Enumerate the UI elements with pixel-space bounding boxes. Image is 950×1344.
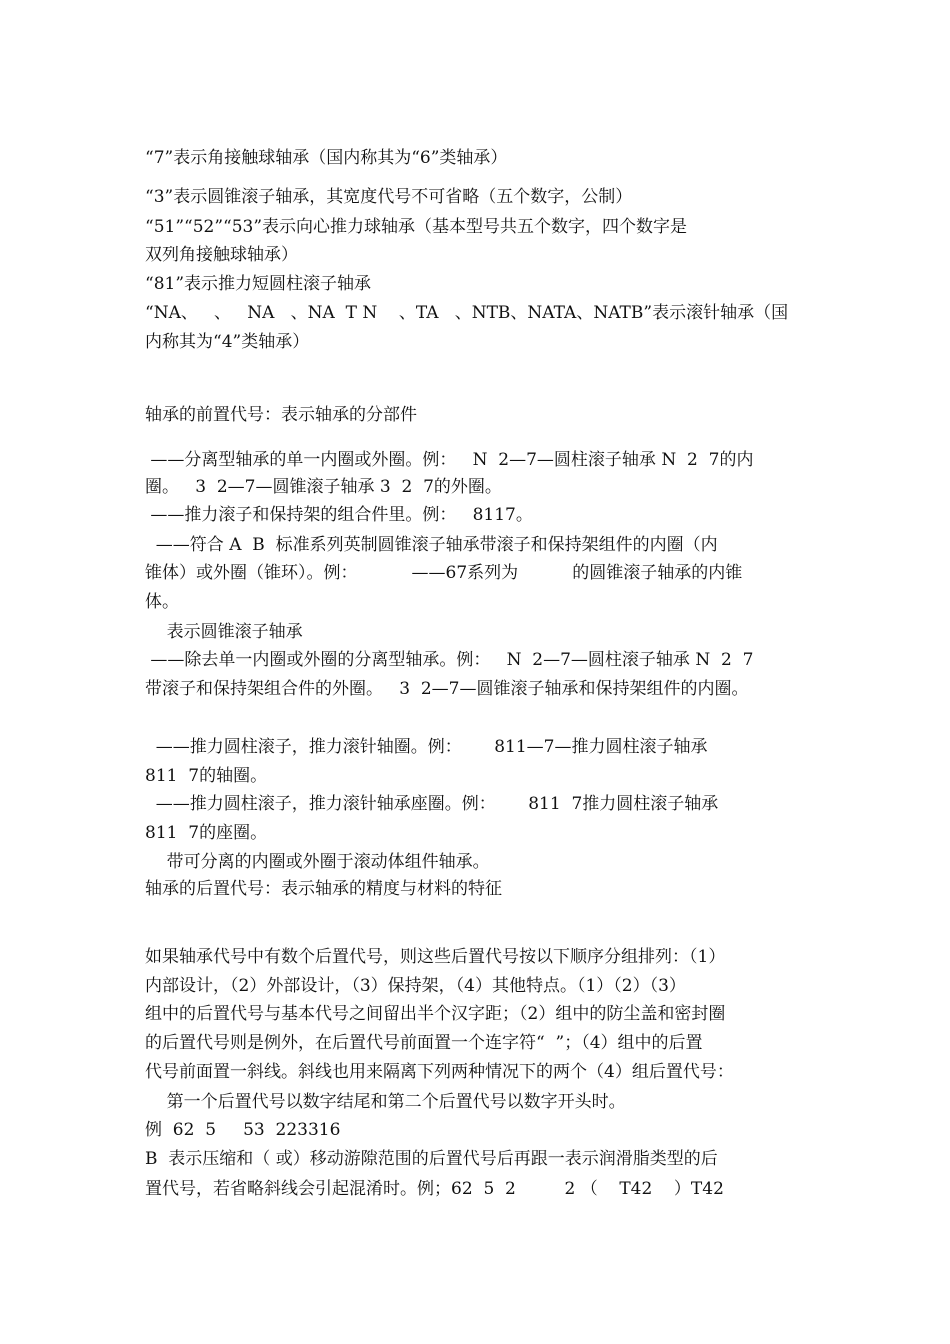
text-line: 代号前面置一斜线。斜线也用来隔离下列两种情况下的两个（4）组后置代号：	[145, 1062, 734, 1082]
text-line: “NA、 、 NA 、NA T N 、TA 、NTB、NATA、NATB”表示滚针轴承（国	[145, 303, 789, 323]
text-line: 第一个后置代号以数字结尾和第二个后置代号以数字开头时。	[145, 1092, 626, 1112]
text-line: B 表示压缩和（ 或）移动游隙范围的后置代号后再跟一表示润滑脂类型的后	[145, 1149, 718, 1169]
text-line: 811 7的轴圈。	[145, 766, 268, 786]
text-line: 内称其为“4”类轴承）	[145, 332, 310, 352]
text-line: “7”表示角接触球轴承（国内称其为“6”类轴承）	[145, 148, 508, 168]
text-line: ——推力圆柱滚子，推力滚针轴承座圈。例： 811 7推力圆柱滚子轴承	[145, 794, 719, 814]
text-line: 如果轴承代号中有数个后置代号，则这些后置代号按以下顺序分组排列：（1）	[145, 947, 726, 967]
text-line: 组中的后置代号与基本代号之间留出半个汉字距；（2）组中的防尘盖和密封圈	[145, 1004, 726, 1024]
text-line: 811 7的座圈。	[145, 823, 268, 843]
text-line: “81”表示推力短圆柱滚子轴承	[145, 274, 372, 294]
text-line: 表示圆锥滚子轴承	[145, 622, 303, 642]
text-line: ——推力圆柱滚子，推力滚针轴圈。例： 811—7—推力圆柱滚子轴承	[145, 737, 708, 757]
text-line: 圈。 3 2—7—圆锥滚子轴承 3 2 7的外圈。	[145, 477, 502, 497]
heading-sans-text: 表示轴承的分部件	[281, 405, 417, 425]
text-line: ——除去单一内圈或外圈的分离型轴承。例： N 2—7—圆柱滚子轴承 N 2 7	[145, 650, 754, 670]
text-line: 的后置代号则是例外，在后置代号前面置一个连字符“ ”；（4）组中的后置	[145, 1033, 703, 1053]
text-line: 双列角接触球轴承）	[145, 245, 298, 265]
text-line: 例 62 5 53 223316	[145, 1120, 341, 1140]
text-line: “3”表示圆锥滚子轴承，其宽度代号不可省略（五个数字，公制）	[145, 187, 633, 207]
section-heading-prefix	[145, 403, 417, 427]
text-line: ——分离型轴承的单一内圈或外圈。例： N 2—7—圆柱滚子轴承 N 2 7的内	[145, 450, 754, 470]
text-line: 置代号，若省略斜线会引起混淆时。例；62 5 2 2 （ T42 ）T42	[145, 1179, 724, 1199]
text-line: 带滚子和保持架组合件的外圈。 3 2—7—圆锥滚子轴承和保持架组件的内圈。	[145, 679, 749, 699]
text-line: ——符合 A B 标准系列英制圆锥滚子轴承带滚子和保持架组件的内圈（内	[145, 535, 718, 555]
text-line: 体。	[145, 592, 179, 612]
text-line: 轴承的后置代号：表示轴承的精度与材料的特征	[145, 879, 502, 899]
text-line: “51”“52”“53”表示向心推力球轴承（基本型号共五个数字，四个数字是	[145, 217, 688, 237]
text-line: ——推力滚子和保持架的组合件里。例： 8117。	[145, 505, 533, 525]
heading-label: 轴承的前置代号：	[145, 405, 281, 425]
text-line: 内部设计，（2）外部设计，（3）保持架，（4）其他特点。（1）（2）（3）	[145, 976, 686, 996]
text-line: 锥体）或外圈（锥环）。例： ——67系列为 的圆锥滚子轴承的内锥	[145, 563, 743, 583]
text-line: 带可分离的内圈或外圈于滚动体组件轴承。	[145, 852, 490, 872]
